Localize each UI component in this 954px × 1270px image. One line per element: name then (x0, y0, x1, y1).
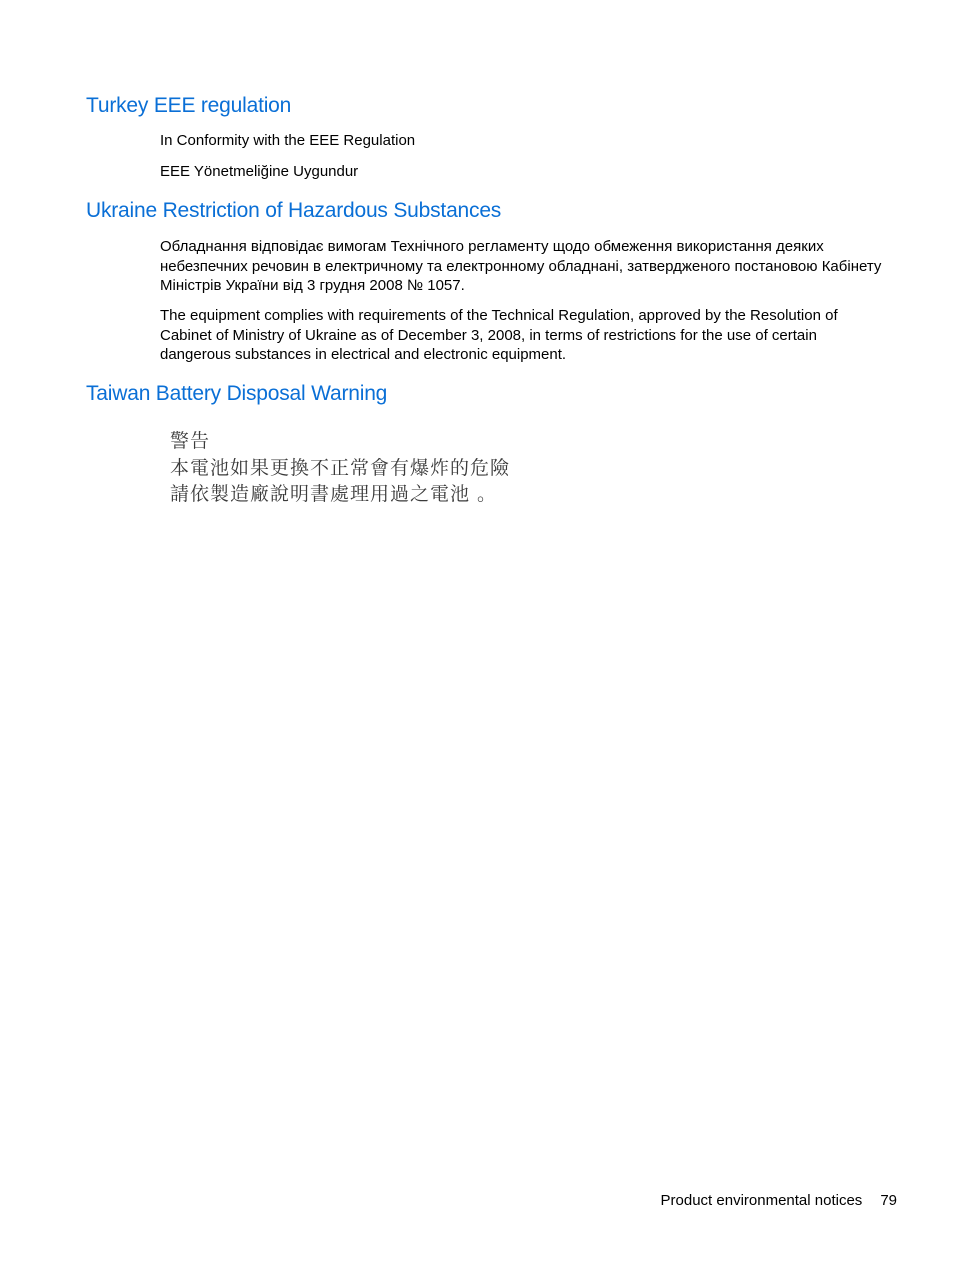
warning-line-1: 本電池如果更換不正常會有爆炸的危險 (170, 456, 511, 479)
ukraine-paragraph-english: The equipment complies with requirements of the Technical Regulation, approved by the Resolution of Cabinet of Ministry of Ukraine as of December 3, 2008, in terms of restrictions for the use of certain dangerous substances in electrical and electronic equipment. (160, 307, 838, 363)
taiwan-battery-warning (170, 428, 510, 508)
footer-section-title: Product environmental notices (660, 1192, 863, 1209)
warning-title: 警告 (170, 430, 211, 452)
turkey-paragraph-1: In Conformity with the EEE Regulation (160, 132, 416, 149)
page-footer (661, 1191, 897, 1210)
taiwan-heading: Taiwan Battery Disposal Warning (86, 382, 388, 405)
ukraine-heading: Ukraine Restriction of Hazardous Substances (86, 199, 502, 222)
turkey-heading: Turkey EEE regulation (86, 94, 292, 117)
turkey-paragraph-2: EEE Yönetmeliğine Uygundur (160, 163, 359, 180)
warning-line-2: 請依製造廠說明書處理用過之電池 。 (170, 483, 498, 505)
page-number: 79 (880, 1192, 897, 1209)
ukraine-paragraph-ukrainian: Обладнання відповідає вимогам Технічного регламенту щодо обмеження використання деяких небезпечних речовин в електричному та електронному обладнані, затвердженого постановою Кабінету Міністрів України від 3 грудня 2008 № 1057. (160, 238, 882, 294)
